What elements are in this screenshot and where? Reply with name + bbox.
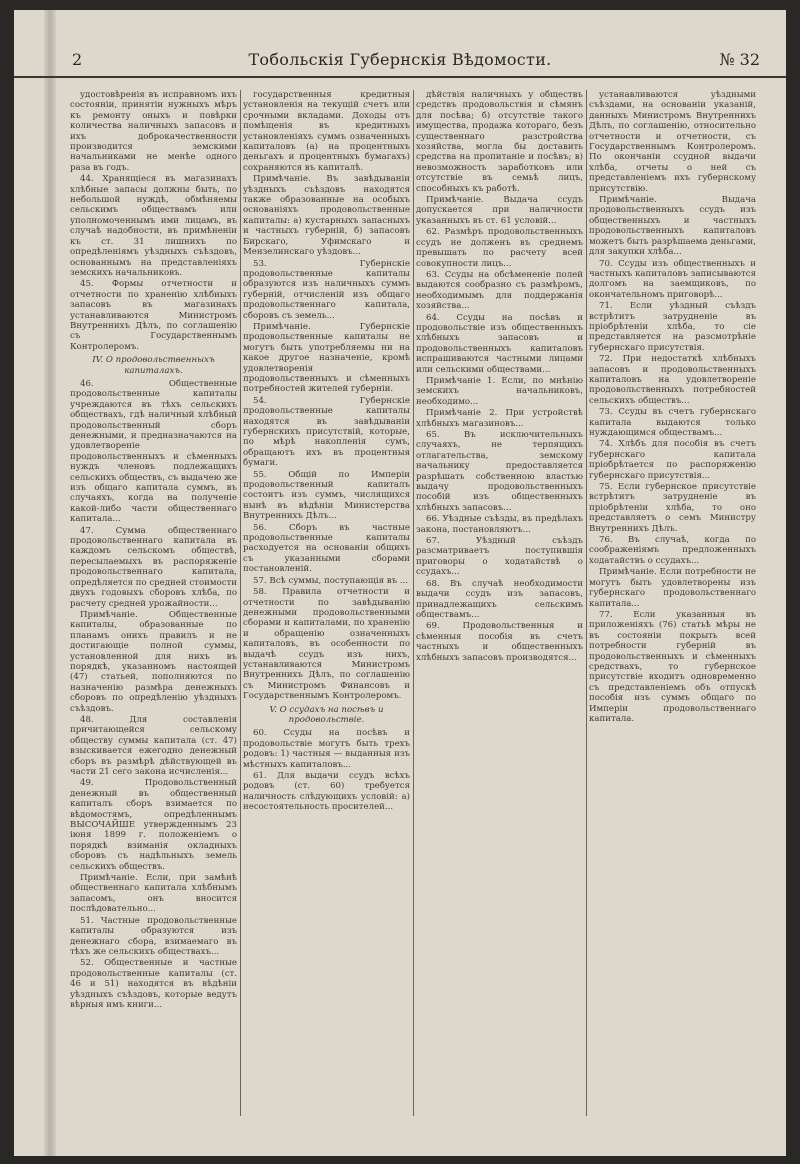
column-rule <box>586 90 587 1116</box>
column-rule <box>240 90 241 1116</box>
page-number: 2 <box>72 50 83 69</box>
paragraph: 54. Губернскіе продовольственные капиталы находятся въ завѣдываніи губернскихъ присутствій, которые, по мѣрѣ накопленія сумъ, обращаютъ ихъ въ процентныя бумаги. <box>243 395 410 469</box>
paragraph: 66. Уѣздные съѣзды, въ предѣлахъ закона, постановляютъ... <box>416 514 583 535</box>
paragraph: 44. Хранящіеся въ магазинахъ хлѣбные запасы должны быть, по небольшой нуждѣ, обмѣняемы сельскимъ обществамъ или уполномоченнымъ ими лицамъ, въ случаѣ надобности, въ примѣненіи къ ст. 31 лишнихъ по опредѣленіямъ уѣздныхъ съѣздовъ, основаннымъ на представленіяхъ земскихъ начальниковъ. <box>70 174 237 278</box>
paragraph: устанавливаются уѣздными съѣздами, на основаніи указаній, данныхъ Министромъ Внутреннихъ Дѣлъ, по соглашенію, относительно отчетности и отчетности, съ Государственнымъ Контролеромъ. По окончаніи ссудной выдачи хлѣба, отчеты о ней съ представленіемъ ихъ губернскому присутствію. <box>589 90 756 194</box>
paragraph: 76. Въ случаѣ, когда по соображеніямъ предложенныхъ ходатайствъ о ссудахъ... <box>589 535 756 566</box>
paragraph: 70. Ссуды изъ общественныхъ и частныхъ капиталовъ записываются долгомъ на заемщиковъ, по окончательномъ приговорѣ... <box>589 258 756 300</box>
paragraph: 56. Сборъ въ частные продовольственные капиталы расходуется на основаніи общихъ съ указанными сборами постановленій. <box>243 522 410 575</box>
paragraph: Примѣчаніе. Губернскіе продовольственные капиталы не могутъ быть употребляемы ни на какое другое назначеніе, кромѣ удовлетворенія продовольственныхъ и сѣменныхъ потребностей жителей губерніи. <box>243 321 410 395</box>
paragraph: 51. Частные продовольственные капиталы образуются изъ денежнаго сбора, взимаемаго въ тѣхъ же сельскихъ обществахъ... <box>70 915 237 957</box>
section-heading: IV. О продовольственныхъ капиталахъ. <box>92 355 215 376</box>
paragraph: 71. Если уѣздный съѣздъ встрѣтитъ затрудненіе въ пріобрѣтеніи хлѣба, то сіе представляется на разсмотрѣніе губернскаго присутствія. <box>589 301 756 353</box>
column-1 <box>70 90 237 1116</box>
paragraph: 48. Для составленія причитающейся сельскому обществу суммы капитала (ст. 47) взыскивается ежегодно денежный сборъ въ размѣрѣ дѣйствующей въ части 21 сего закона исчисленія... <box>70 714 237 777</box>
text-columns <box>70 90 760 1116</box>
paragraph: 73. Ссуды въ счетъ губернскаго капитала выдаются только нуждающимся обществамъ... <box>589 407 756 438</box>
paragraph: Примѣчаніе. Въ завѣдываніи уѣздныхъ съѣздовъ находятся также образованные на особыхъ основаніяхъ продовольственные капиталы: а) кустарныхъ запасныхъ и частныхъ губерній, б) запасовъ Бирскаго, Уфимскаго и Мензелинскаго уѣздовъ... <box>243 174 410 258</box>
paragraph: 49. Продовольственный денежный въ общественный капиталъ сборъ взимается по вѣдомостямъ, опредѣленнымъ ВЫСОЧАЙШЕ утвержденнымъ 23 іюня 1899 г. положеніемъ о порядкѣ взиманія окладныхъ сборовъ съ надѣльныхъ земель сельскихъ обществъ. <box>70 778 237 872</box>
paragraph: Примѣчаніе. Если потребности не могутъ быть удовлетворены изъ губернскаго продовольственнаго капитала... <box>589 567 756 609</box>
paragraph: 52. Общественные и частные продовольственные капиталы (ст. 46 и 51) находятся въ вѣдѣніи уѣздныхъ съѣздовъ, которые ведутъ вѣрныя имъ книги... <box>70 958 237 1010</box>
paragraph: 77. Если указанныя въ приложеніяхъ (76) статьѣ мѣры не въ состояніи покрыть всей потребности губерній въ продовольственныхъ и сѣменныхъ средствахъ, то губернское присутствіе входитъ одновременно съ представленіемъ объ отпускѣ пособія изъ суммъ общаго по Имперіи продовольственнаго капитала. <box>589 609 756 724</box>
paragraph: 65. Въ исключительныхъ случаяхъ, не терпящихъ отлагательства, земскому начальнику предоставляется разрѣшать собственною властью выдачу продовольственныхъ пособій изъ общественныхъ хлѣбныхъ запасовъ... <box>416 430 583 513</box>
paragraph: 64. Ссуды на посѣвъ и продовольствіе изъ общественныхъ хлѣбныхъ запасовъ и продовольственныхъ капиталовъ испрашиваются частными лицами или сельскими обществами... <box>416 312 583 375</box>
paragraph: Примѣчаніе. Если, при замѣнѣ общественнаго капитала хлѣбнымъ запасомъ, онъ вносится послѣдовательно... <box>70 873 237 915</box>
paragraph: 67. Уѣздный съѣздъ разсматриваетъ поступившія приговоры о ходатайствѣ о ссудахъ... <box>416 536 583 578</box>
paragraph: 60. Ссуды на посѣвъ и продовольствіе могутъ быть трехъ родовъ: 1) частныя — выданныя изъ мѣстныхъ капиталовъ... <box>243 728 410 770</box>
paragraph: Примѣчаніе. Выдача продовольственныхъ ссудъ изъ общественныхъ и частныхъ продовольственныхъ капиталовъ можетъ быть разрѣшаема деньгами, для закупки хлѣба... <box>589 195 756 258</box>
column-rule <box>413 90 414 1116</box>
paragraph: 47. Сумма общественнаго продовольственнаго капитала въ каждомъ сельскомъ обществѣ, пересылаемыхъ въ распоряженіе продовольственнаго капитала, опредѣляется по средней стоимости двухъ годовыхъ сборовъ хлѣба, по расчету средней урожайности... <box>70 525 237 609</box>
paragraph: Примѣчаніе 2. При устройствѣ хлѣбныхъ магазиновъ... <box>416 408 583 429</box>
paragraph: 72. При недостаткѣ хлѣбныхъ запасовъ и продовольственныхъ капиталовъ на удовлетвореніе продовольственныхъ потребностей сельскихъ обществъ... <box>589 354 756 406</box>
paragraph: 53. Губернскіе продовольственные капиталы образуются изъ наличныхъ суммъ губерній, отчисленій изъ общаго продовольственнаго капитала, сборовъ съ земель... <box>243 258 410 321</box>
column-2 <box>243 90 410 1116</box>
paragraph: государственныя кредитныя установленія на текущій счетъ или срочными вкладами. Доходы отъ помѣщенія въ кредитныхъ установленіяхъ суммъ означенныхъ капиталовъ (а) на процентныхъ деньгахъ и процентныхъ бумагахъ) сохраняются въ капиталѣ. <box>243 90 410 173</box>
paragraph: 46. Общественные продовольственные капиталы учреждаются въ тѣхъ сельскихъ обществахъ, гдѣ наличный хлѣбный продовольственный сборъ денежными, и предназначаются на удовлетвореніе продовольственныхъ и сѣменныхъ нуждъ членовъ подлежащихъ сельскихъ обществъ, съ выдачею же изъ общаго капитала суммъ, въ случаяхъ, когда на полученіе какой-либо части общественнаго капитала... <box>70 378 237 525</box>
paragraph: дѣйствія наличныхъ у обществъ средствъ продовольствія и сѣмянъ для посѣва; б) отсутствіе такого имущества, продажа котораго, безъ существеннаго разстройства хозяйства, могла бы доставить средства на пропитаніе и посѣвъ; в) невозможность заработковъ или отсутствіе въ семьѣ лицъ, способныхъ къ работѣ. <box>416 90 583 194</box>
page-fold-shadow <box>44 10 56 1156</box>
paragraph: 55. Общій по Имперіи продовольственный капиталъ состоитъ изъ суммъ, числящихся нынѣ въ вѣдѣніи Министерства Внутреннихъ Дѣлъ... <box>243 469 410 522</box>
newspaper-title: Тобольскія Губернскія Вѣдомости. <box>248 50 552 69</box>
paragraph: 58. Правила отчетности и отчетности по завѣдыванію денежными продовольственными сборами и капиталами, по храненію и обращенію означенныхъ капиталовъ, въ особенности по выдачѣ ссудъ изъ нихъ, устанавливаются Министромъ Внутреннихъ Дѣлъ, по соглашенію съ Министромъ Финансовъ и Государственнымъ Контролеромъ. <box>243 587 410 702</box>
paragraph: Примѣчаніе. Выдача ссудъ допускается при наличности указанныхъ въ ст. 61 условій... <box>416 195 583 226</box>
paragraph: 63. Ссуды на обсѣмененіе полей выдаются сообразно съ размѣромъ, необходимымъ для поддержанія хозяйства... <box>416 269 583 312</box>
column-4 <box>589 90 756 1116</box>
paragraph: 45. Формы отчетности и отчетности по храненію хлѣбныхъ запасовъ въ магазинахъ устанавливаются Министромъ Внутреннихъ Дѣлъ, по соглашенію съ Государственнымъ Контролеромъ. <box>70 279 237 352</box>
paragraph: 68. Въ случаѣ необходимости выдачи ссудъ изъ запасовъ, принадлежащихъ сельскимъ обществамъ... <box>416 578 583 620</box>
issue-number: № 32 <box>719 50 760 69</box>
paragraph: 69. Продовольственныя и сѣменныя пособія въ счетъ частныхъ и общественныхъ хлѣбныхъ запасовъ производятся... <box>416 621 583 663</box>
paragraph: Примѣчаніе 1. Если, по мнѣнію земскихъ начальниковъ, необходимо... <box>416 375 583 407</box>
paragraph: Примѣчаніе. Общественные капиталы, образованные по планамъ онихъ правилъ и не достигающіе полной суммы, установленной для нихъ въ порядкѣ, указанномъ настоящей (47) статьей, пополняются по назначенію размѣра денежныхъ сборовъ по опредѣленію уѣздныхъ съѣздовъ. <box>70 609 237 714</box>
paragraph: 62. Размѣръ продовольственныхъ ссудъ не долженъ въ среднемъ превышать по расчету всей совокупности лицъ... <box>416 227 583 269</box>
paragraph: 61. Для выдачи ссудъ всѣхъ родовъ (ст. 60) требуется наличность слѣдующихъ условій: а) несостоятельность просителей... <box>243 771 410 813</box>
paragraph: 57. Всѣ суммы, поступающія въ ... <box>253 575 408 586</box>
paragraph: удостовѣренія въ исправномъ ихъ состояніи, принятіи нужныхъ мѣръ къ ремонту оныхъ и повѣрки количества наличныхъ запасовъ и ихъ доброкачественности производится земскими начальниками не менѣе одного раза въ годъ. <box>70 90 237 173</box>
newspaper-page <box>14 10 786 1156</box>
section-heading: V. О ссудахъ на посѣвъ и продовольствіе. <box>269 704 384 725</box>
page-header <box>14 46 786 78</box>
column-3 <box>416 90 583 1116</box>
paragraph: 74. Хлѣбъ для пособія въ счетъ губернскаго капитала пріобрѣтается по распоряженію губернскаго присутствія... <box>589 439 756 481</box>
paragraph: 75. Если губернское присутствіе встрѣтитъ затрудненіе въ пріобрѣтеніи хлѣба, то оно представляетъ о семъ Министру Внутреннихъ Дѣлъ. <box>589 482 756 534</box>
